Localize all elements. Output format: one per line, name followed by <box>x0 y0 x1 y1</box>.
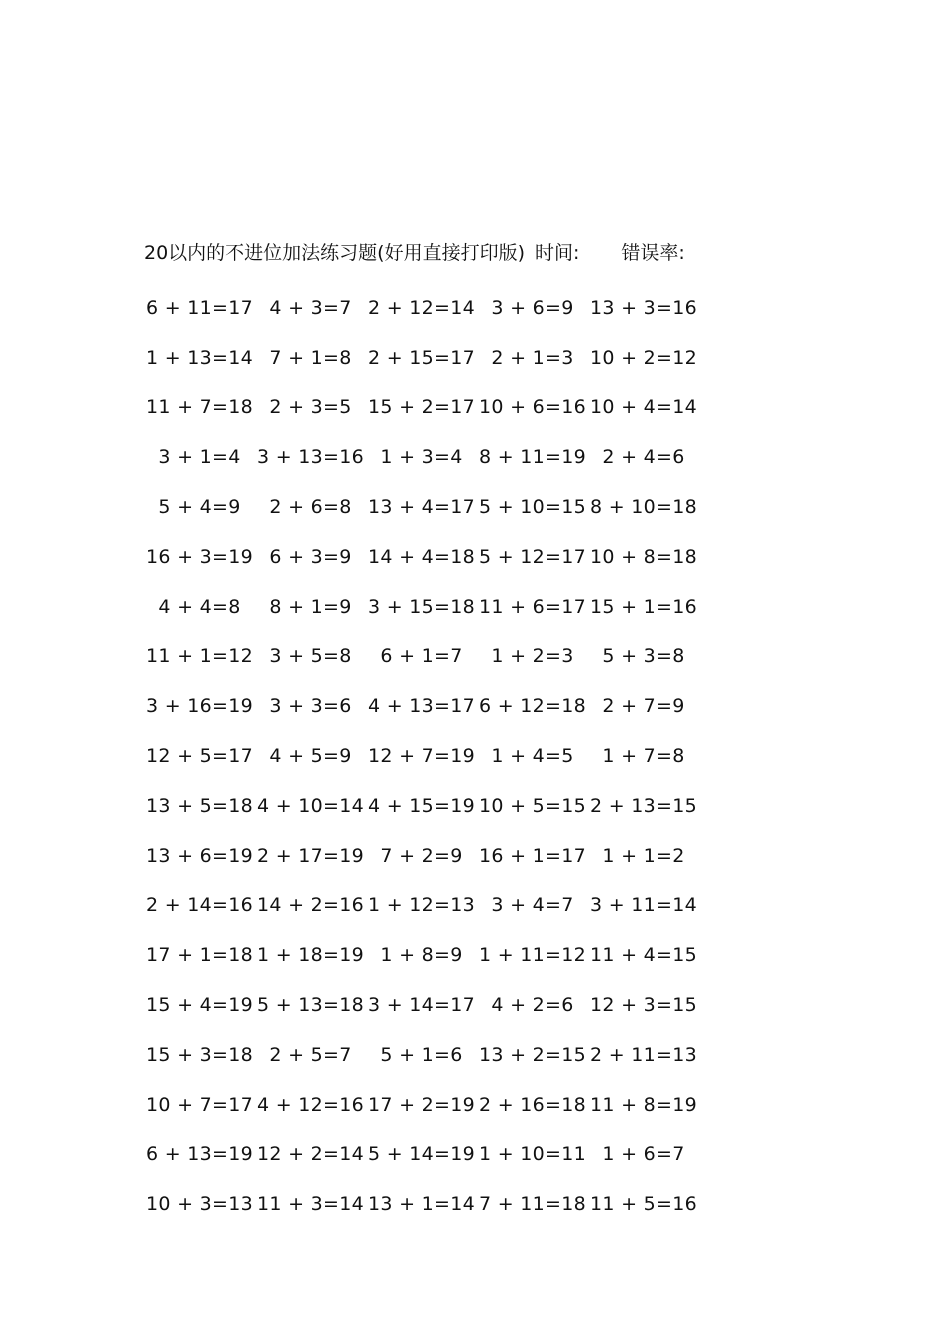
exercise-item: 1 + 12=13 <box>367 894 476 917</box>
exercise-item: 3 + 1=4 <box>158 446 241 469</box>
exercise-row <box>144 930 699 980</box>
exercise-row <box>144 432 699 482</box>
exercise-item: 7 + 2=9 <box>380 844 463 867</box>
exercise-row <box>144 781 699 831</box>
exercise-row <box>144 881 699 931</box>
exercise-item: 1 + 10=11 <box>478 1143 587 1166</box>
exercise-item: 2 + 1=3 <box>491 346 574 369</box>
exercise-item: 6 + 13=19 <box>145 1143 254 1166</box>
exercise-item: 12 + 3=15 <box>589 994 698 1017</box>
exercise-item: 11 + 5=16 <box>589 1193 698 1216</box>
exercise-item: 5 + 13=18 <box>256 994 365 1017</box>
exercise-row <box>144 632 699 682</box>
exercise-item: 2 + 5=7 <box>269 1043 352 1066</box>
exercise-item: 11 + 4=15 <box>589 944 698 967</box>
exercise-item: 1 + 6=7 <box>602 1143 685 1166</box>
exercise-item: 15 + 3=18 <box>145 1043 254 1066</box>
exercise-item: 11 + 3=14 <box>256 1193 365 1216</box>
exercise-grid <box>144 283 699 1229</box>
exercise-item: 16 + 1=17 <box>478 844 587 867</box>
exercise-row <box>144 731 699 781</box>
exercise-item: 4 + 3=7 <box>269 296 352 319</box>
exercise-row <box>144 482 699 532</box>
exercise-row <box>144 1030 699 1080</box>
exercise-item: 6 + 1=7 <box>380 645 463 668</box>
exercise-item: 5 + 3=8 <box>602 645 685 668</box>
exercise-item: 1 + 8=9 <box>380 944 463 967</box>
exercise-row <box>144 1179 699 1229</box>
exercise-item: 2 + 12=14 <box>367 296 476 319</box>
exercise-item: 4 + 5=9 <box>269 745 352 768</box>
exercise-item: 7 + 11=18 <box>478 1193 587 1216</box>
exercise-item: 13 + 2=15 <box>478 1043 587 1066</box>
exercise-item: 3 + 5=8 <box>269 645 352 668</box>
exercise-item: 2 + 16=18 <box>478 1093 587 1116</box>
exercise-item: 11 + 1=12 <box>145 645 254 668</box>
exercise-item: 13 + 3=16 <box>589 296 698 319</box>
exercise-item: 10 + 7=17 <box>145 1093 254 1116</box>
exercise-item: 12 + 5=17 <box>145 745 254 768</box>
exercise-item: 11 + 6=17 <box>478 595 587 618</box>
exercise-row <box>144 333 699 383</box>
exercise-row <box>144 831 699 881</box>
exercise-item: 16 + 3=19 <box>145 545 254 568</box>
exercise-item: 2 + 13=15 <box>589 794 698 817</box>
exercise-row <box>144 681 699 731</box>
exercise-item: 5 + 10=15 <box>478 496 587 519</box>
worksheet-header <box>144 236 685 266</box>
exercise-item: 17 + 2=19 <box>367 1093 476 1116</box>
exercise-item: 6 + 11=17 <box>145 296 254 319</box>
exercise-item: 13 + 6=19 <box>145 844 254 867</box>
exercise-item: 14 + 4=18 <box>367 545 476 568</box>
exercise-item: 4 + 15=19 <box>367 794 476 817</box>
exercise-item: 1 + 3=4 <box>380 446 463 469</box>
exercise-item: 3 + 16=19 <box>145 695 254 718</box>
exercise-item: 1 + 2=3 <box>491 645 574 668</box>
exercise-item: 4 + 10=14 <box>256 794 365 817</box>
exercise-row <box>144 532 699 582</box>
exercise-item: 2 + 11=13 <box>589 1043 698 1066</box>
exercise-item: 6 + 3=9 <box>269 545 352 568</box>
exercise-item: 13 + 5=18 <box>145 794 254 817</box>
exercise-item: 3 + 13=16 <box>256 446 365 469</box>
exercise-row <box>144 1130 699 1180</box>
exercise-item: 6 + 12=18 <box>478 695 587 718</box>
exercise-item: 17 + 1=18 <box>145 944 254 967</box>
exercise-item: 13 + 1=14 <box>367 1193 476 1216</box>
exercise-item: 10 + 5=15 <box>478 794 587 817</box>
exercise-item: 2 + 7=9 <box>602 695 685 718</box>
exercise-item: 5 + 4=9 <box>158 496 241 519</box>
exercise-item: 1 + 18=19 <box>256 944 365 967</box>
worksheet-title: 20以内的不进位加法练习题(好用直接打印版) <box>144 241 526 264</box>
exercise-row <box>144 1080 699 1130</box>
exercise-item: 2 + 3=5 <box>269 396 352 419</box>
exercise-item: 5 + 1=6 <box>380 1043 463 1066</box>
exercise-item: 10 + 2=12 <box>589 346 698 369</box>
exercise-item: 1 + 1=2 <box>602 844 685 867</box>
exercise-item: 13 + 4=17 <box>367 496 476 519</box>
exercise-item: 4 + 4=8 <box>158 595 241 618</box>
error-rate-label: 错误率: <box>621 241 685 264</box>
exercise-item: 1 + 4=5 <box>491 745 574 768</box>
exercise-item: 3 + 11=14 <box>589 894 698 917</box>
exercise-item: 3 + 3=6 <box>269 695 352 718</box>
exercise-item: 1 + 11=12 <box>478 944 587 967</box>
exercise-item: 11 + 8=19 <box>589 1093 698 1116</box>
exercise-row <box>144 383 699 433</box>
exercise-item: 3 + 4=7 <box>491 894 574 917</box>
exercise-item: 10 + 3=13 <box>145 1193 254 1216</box>
exercise-item: 4 + 13=17 <box>367 695 476 718</box>
exercise-item: 15 + 2=17 <box>367 396 476 419</box>
exercise-row <box>144 283 699 333</box>
exercise-item: 2 + 17=19 <box>256 844 365 867</box>
exercise-item: 11 + 7=18 <box>145 396 254 419</box>
exercise-item: 8 + 11=19 <box>478 446 587 469</box>
exercise-item: 3 + 6=9 <box>491 296 574 319</box>
exercise-item: 2 + 6=8 <box>269 496 352 519</box>
exercise-item: 5 + 12=17 <box>478 545 587 568</box>
exercise-item: 1 + 7=8 <box>602 745 685 768</box>
exercise-item: 7 + 1=8 <box>269 346 352 369</box>
exercise-item: 8 + 10=18 <box>589 496 698 519</box>
exercise-row <box>144 582 699 632</box>
exercise-item: 10 + 4=14 <box>589 396 698 419</box>
exercise-item: 12 + 2=14 <box>256 1143 365 1166</box>
exercise-item: 14 + 2=16 <box>256 894 365 917</box>
exercise-item: 10 + 6=16 <box>478 396 587 419</box>
exercise-item: 5 + 14=19 <box>367 1143 476 1166</box>
exercise-item: 2 + 15=17 <box>367 346 476 369</box>
exercise-item: 15 + 1=16 <box>589 595 698 618</box>
exercise-item: 15 + 4=19 <box>145 994 254 1017</box>
exercise-item: 2 + 4=6 <box>602 446 685 469</box>
exercise-item: 12 + 7=19 <box>367 745 476 768</box>
exercise-item: 10 + 8=18 <box>589 545 698 568</box>
exercise-item: 4 + 2=6 <box>491 994 574 1017</box>
exercise-item: 1 + 13=14 <box>145 346 254 369</box>
exercise-item: 2 + 14=16 <box>145 894 254 917</box>
exercise-item: 3 + 15=18 <box>367 595 476 618</box>
exercise-row <box>144 980 699 1030</box>
time-label: 时间: <box>535 241 580 264</box>
exercise-item: 4 + 12=16 <box>256 1093 365 1116</box>
exercise-item: 3 + 14=17 <box>367 994 476 1017</box>
exercise-item: 8 + 1=9 <box>269 595 352 618</box>
